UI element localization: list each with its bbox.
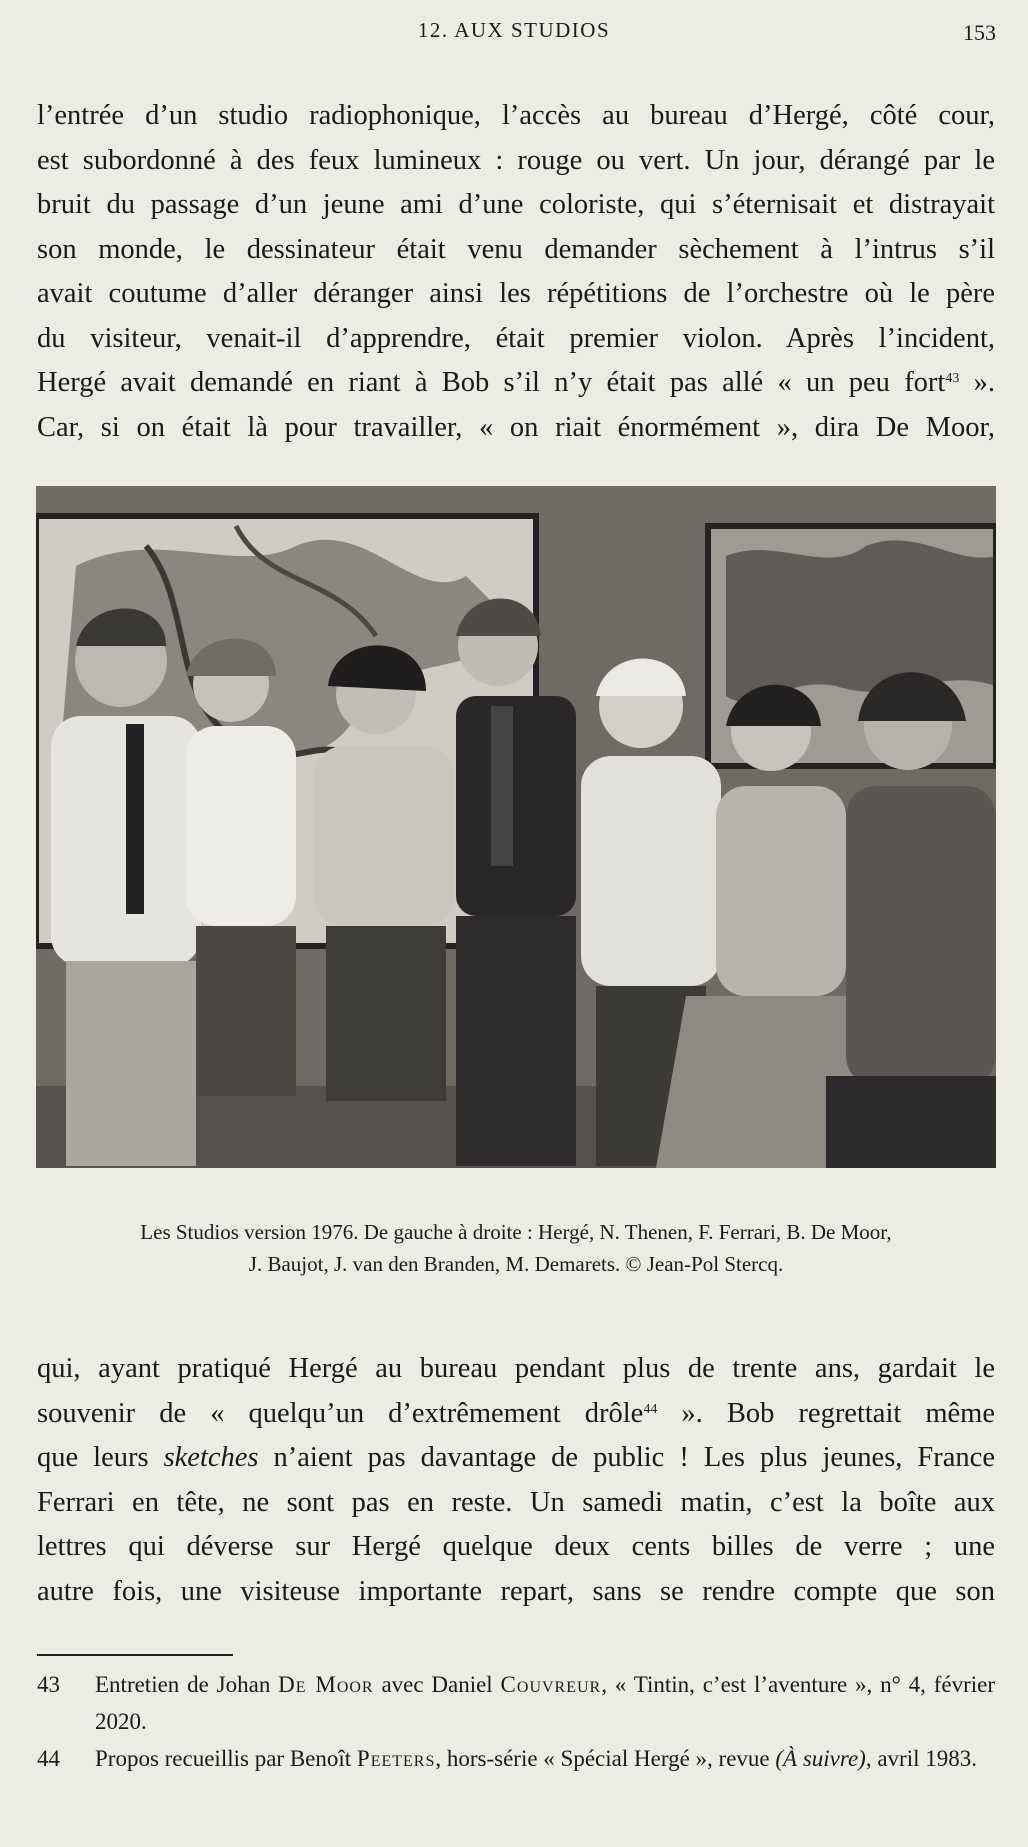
text-segment: ». [959,367,995,398]
text-line: l’entrée d’un studio radiophonique, l’accès au bureau d’Hergé, côté cour, [37,100,995,131]
footnote-text [95,1740,995,1777]
text-segment: ». Bob regrettait même [657,1397,995,1429]
body-text-bottom [37,1347,995,1614]
text-line: Car, si on était là pour travailler, « on riait énormément », dira De Moor, [37,411,995,443]
text-segment: , avril 1983. [865,1746,977,1771]
text-line: lettres qui déverse sur Hergé quelque deux cents billes de verre ; une [37,1531,995,1562]
text-segment: Propos recueillis par Benoît [95,1746,357,1771]
author-name: Couvreur [500,1672,602,1697]
caption-line: J. Baujot, J. van den Branden, M. Demarets. © Jean-Pol Stercq. [248,1252,784,1276]
group-photo-illustration [36,486,996,1168]
author-name: Peeters [356,1746,436,1771]
text-segment: Entretien de Johan [95,1672,279,1697]
text-line: du visiteur, venait-il d’apprendre, était premier violon. Après l’incident, [37,322,995,354]
author-name: De Moor [278,1672,374,1697]
text-line: bruit du passage d’un jeune ami d’une coloriste, qui s’éternisait et distrayait [37,189,995,220]
journal-title: (À suivre) [775,1746,866,1771]
text-line: avait coutume d’aller déranger ainsi les répétitions de l’orchestre où le père [37,278,995,309]
text-segment: souvenir de « quelqu’un d’extrêmement drôle [37,1397,644,1429]
text-line: qui, ayant pratiqué Hergé au bureau pendant plus de trente ans, gardait le [37,1353,995,1384]
body-text-top [37,94,995,450]
text-segment: , hors-série « Spécial Hergé », revue [435,1746,776,1771]
text-line [37,1392,995,1437]
text-line: Ferrari en tête, ne sont pas en reste. Un samedi matin, c’est la boîte aux [37,1486,995,1518]
footnote-rule [37,1654,233,1656]
footnote-43 [37,1666,995,1740]
footnote-ref-44[interactable]: 44 [643,1401,658,1417]
text-segment: n’aient pas davantage de public ! Les plus jeunes, France [258,1442,995,1473]
footnotes [37,1666,995,1777]
page-number: 153 [963,20,996,45]
photo-caption [37,1216,995,1280]
text-segment: Hergé avait demandé en riant à Bob s’il n’y était pas allé « un peu fort [37,367,946,398]
text-segment: que leurs [37,1442,164,1473]
text-line [37,1436,995,1481]
caption-line: Les Studios version 1976. De gauche à droite : Hergé, N. Thenen, F. Ferrari, B. De Moor, [140,1220,892,1244]
footnote-ref-43[interactable]: 43 [945,371,960,386]
footnote-44 [37,1740,995,1777]
text-line: est subordonné à des feux lumineux : rouge ou vert. Un jour, dérangé par le [37,144,995,176]
text-line: son monde, le dessinateur était venu demander sèchement à l’intrus s’il [37,233,995,265]
footnote-number: 44 [37,1746,60,1771]
footnote-text [95,1666,995,1740]
footnote-number: 43 [37,1672,60,1697]
group-photo [36,486,996,1168]
italic-word: sketches [163,1442,259,1473]
text-segment: , « Tintin, c’est l’aventure », n° 4, février 2020. [95,1672,995,1734]
text-segment: avec Daniel [373,1672,501,1697]
running-head: 12. AUX STUDIOS [417,18,611,42]
text-line [37,361,995,406]
text-line: autre fois, une visiteuse importante repart, sans se rendre compte que son [37,1575,995,1607]
